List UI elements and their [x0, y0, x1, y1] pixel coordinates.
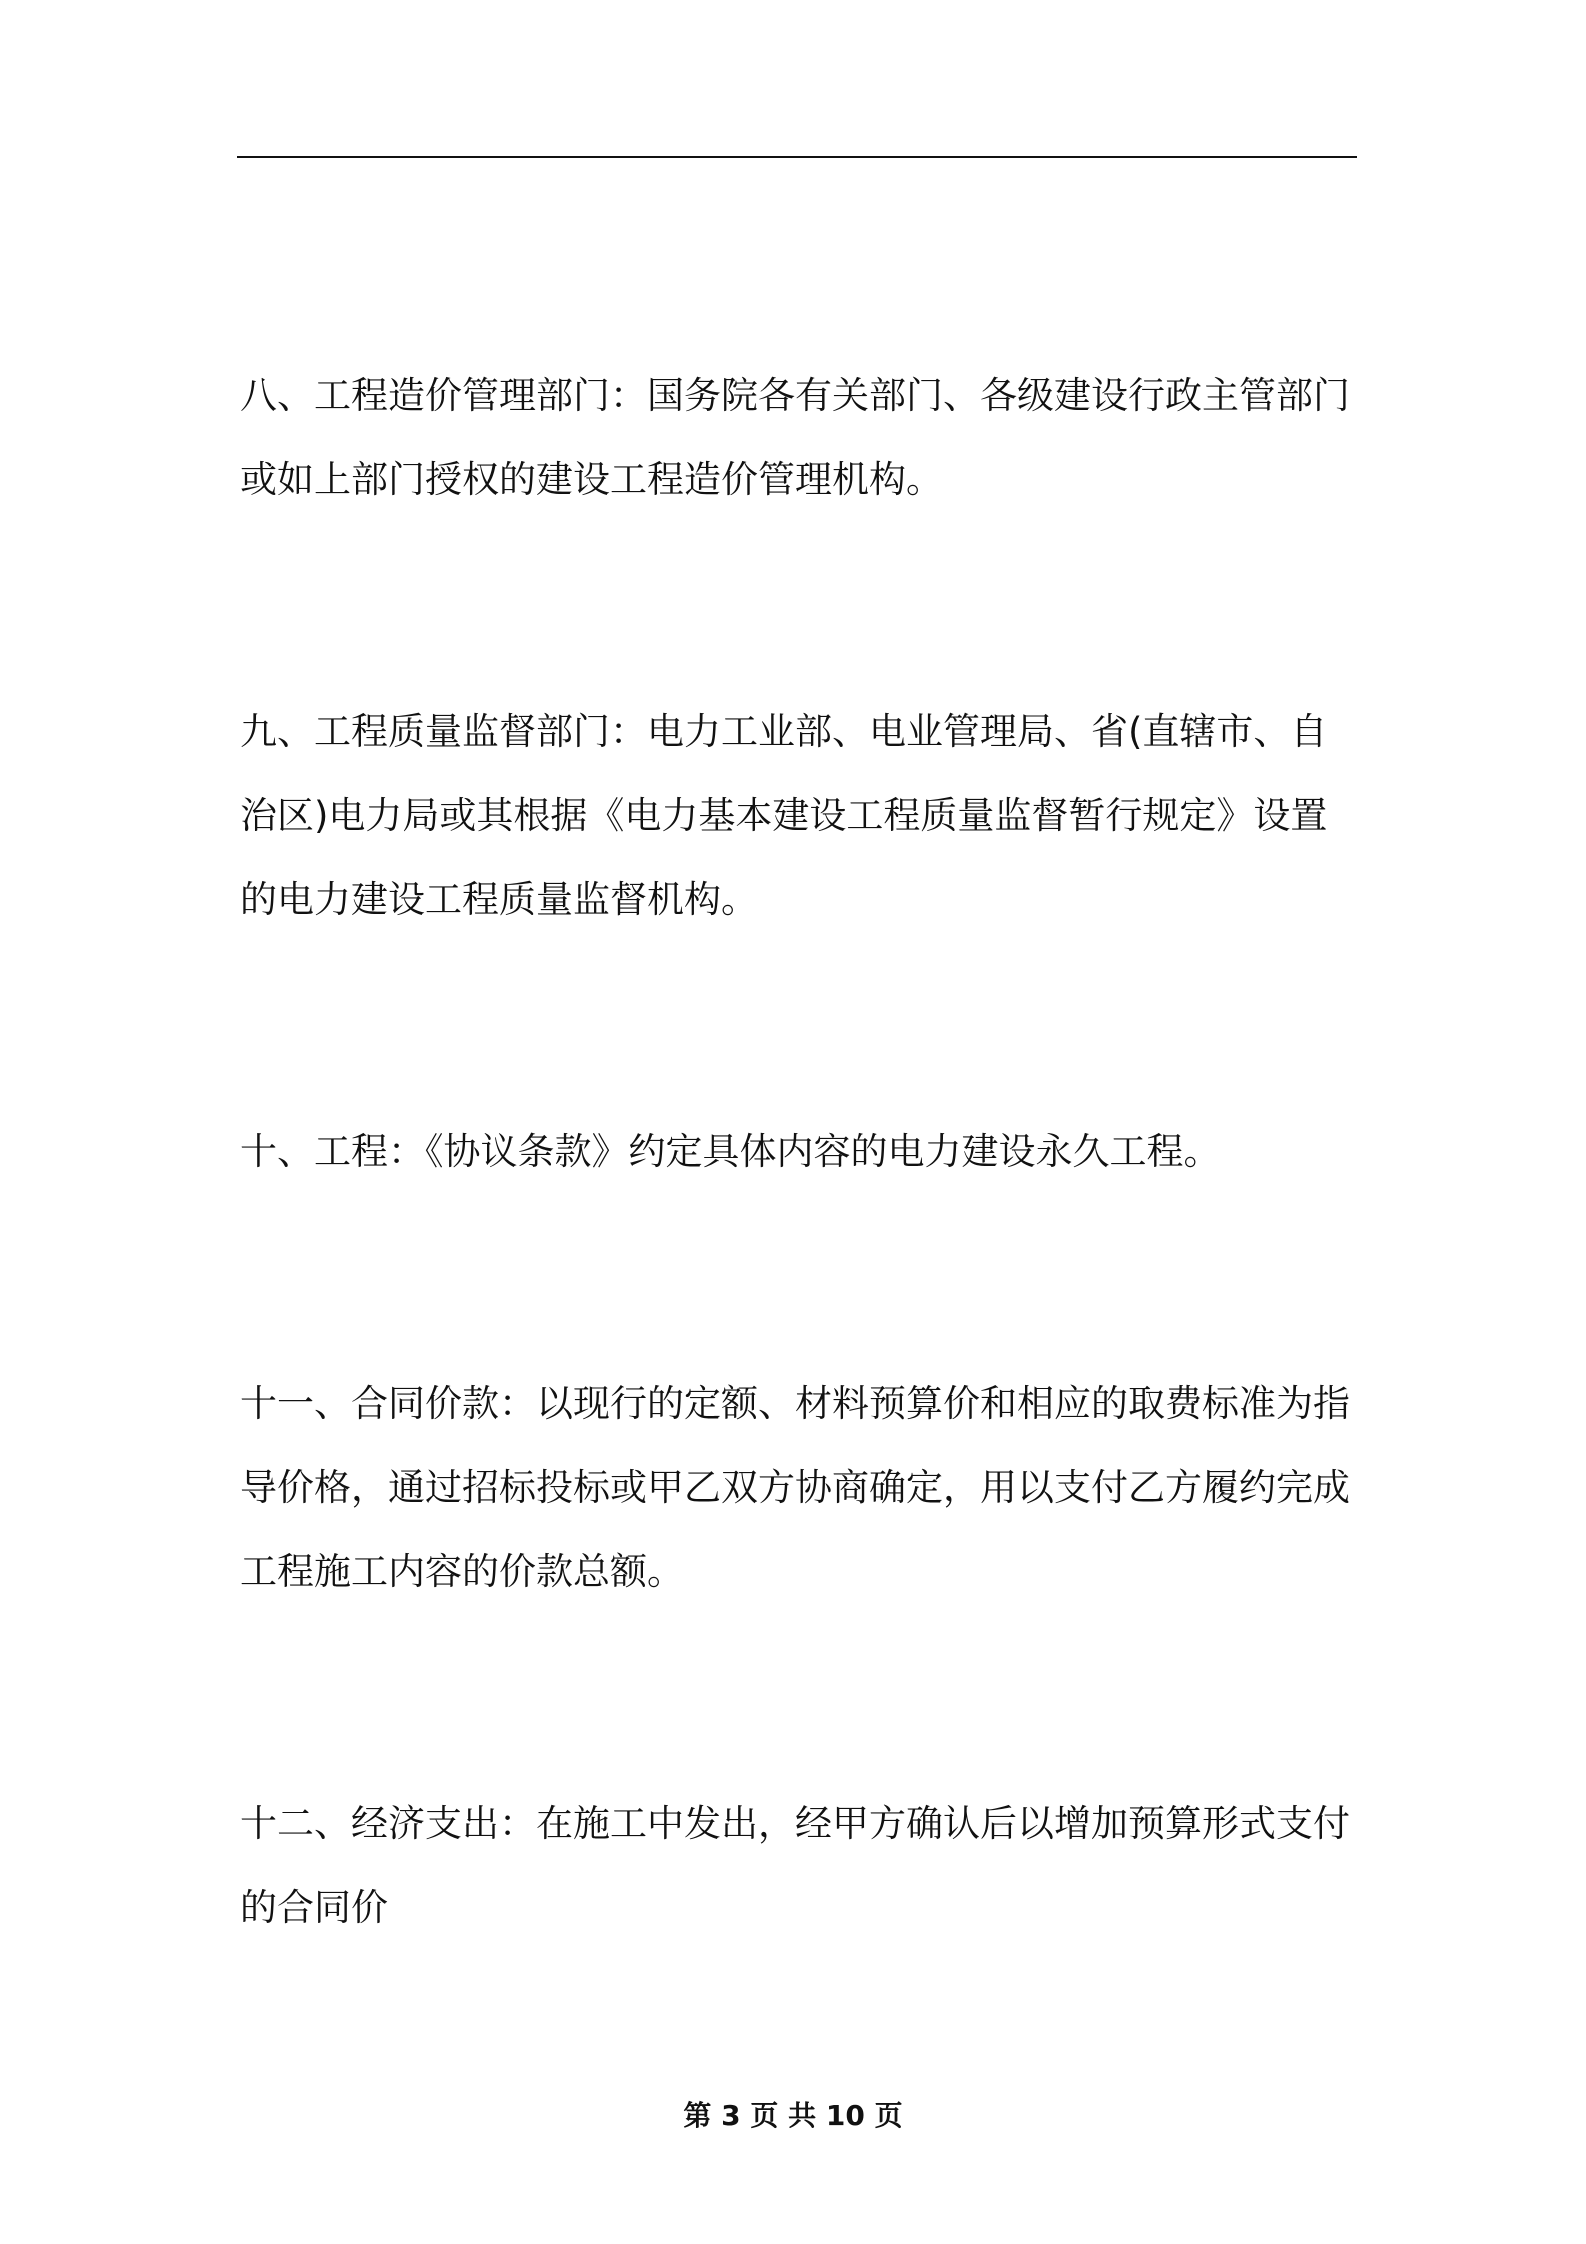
- clause-10-project: 十、工程：《协议条款》约定具体内容的电力建设永久工程。: [240, 1130, 1221, 1173]
- clause-8-cost-management-department: 八、工程造价管理部门：国务院各有关部门、各级建设行政主管部门或如上部门授权的建设工程造价管理机构。: [240, 374, 1350, 501]
- page-number-footer: 第 3 页 共 10 页: [683, 2099, 903, 2132]
- clause-12-economic-expenditure: 十二、经济支出：在施工中发出，经甲方确认后以增加预算形式支付的合同价: [240, 1802, 1350, 1929]
- clause-9-quality-supervision-department: 九、工程质量监督部门：电力工业部、电业管理局、省(直辖市、自治区)电力局或其根据《电力基本建设工程质量监督暂行规定》设置的电力建设工程质量监督机构。: [240, 710, 1328, 921]
- header-rule: [237, 156, 1357, 158]
- clause-11-contract-price: 十一、合同价款：以现行的定额、材料预算价和相应的取费标准为指导价格，通过招标投标或甲乙双方协商确定，用以支付乙方履约完成工程施工内容的价款总额。: [240, 1382, 1350, 1593]
